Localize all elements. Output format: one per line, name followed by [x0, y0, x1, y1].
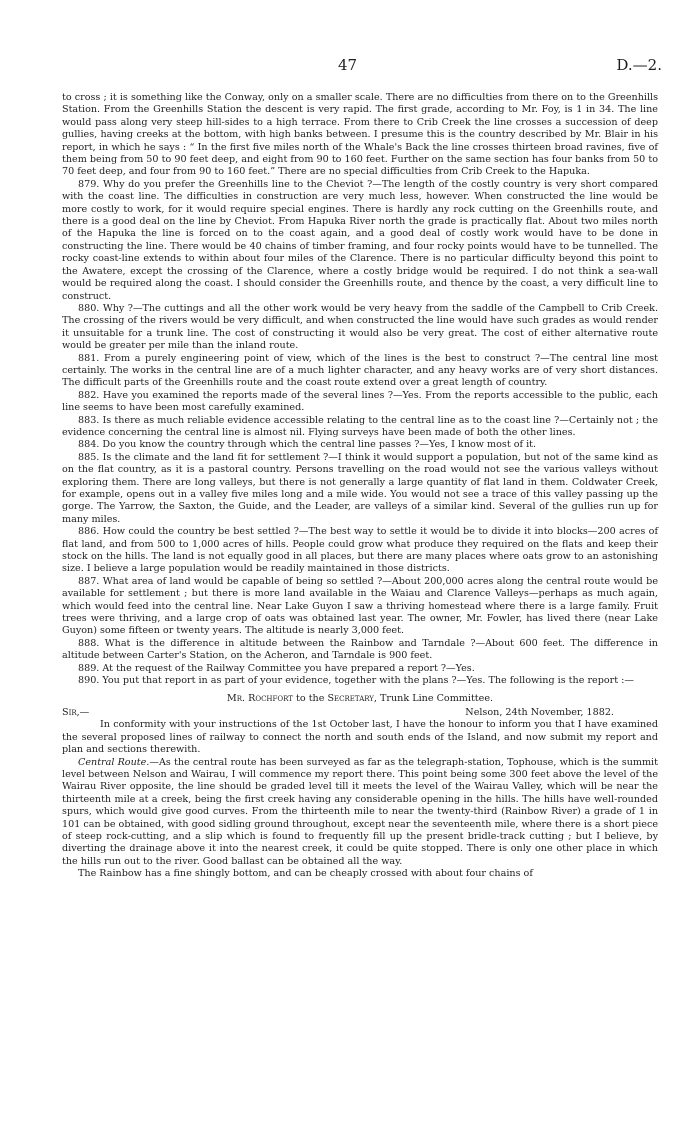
paragraph-885: 885. Is the climate and the land fit for settlement ?—I think it would support a population, but not of the same kind as on the flat country, as it is a pastoral country. Persons travelling on the road would not see the various valleys without exploring them. There are long valleys, but there is not generally a large quantity of flat land in them. Coldwater Creek, for example, opens out in a valley five miles long and a mile wide. You would not see a trace of this valley passing up the gorge. The Yarrow, the Saxton, the Guide, and the Leader, are valleys of a similar kind. Several of the gullies run up for many miles.: [62, 451, 658, 525]
salutation-row: [62, 707, 658, 719]
paragraph-888: 888. What is the difference in altitude between the Rainbow and Tarndale ?—About 600 feet. The difference in altitude between Carter's Station, on the Acheron, and Tarndale is 900 feet.: [62, 637, 658, 662]
salutation: Sir,—: [62, 706, 90, 718]
document-body: [62, 92, 658, 881]
paragraph-880: 880. Why ?—The cuttings and all the other work would be very heavy from the saddle of the Campbell to Crib Creek. The crossing of the rivers would be very difficult, and when constructed the line would have such grades as would render it unsuitable for a trunk line. The cost of constructing it would also be very great. The cost of either alternative route would be greater per mile than the inland route.: [62, 302, 658, 352]
paragraph-887: 887. What area of land would be capable of being so settled ?—About 200,000 acres along the central route would be available for settlement ; but there is more land available in the Waiau and Clarence Valleys—perhaps as much again, which would feed into the central line. Near Lake Guyon I saw a thriving homestead where there is a large family. Fruit trees were thriving, and a large crop of oats was obtained last year. The owner, Mr. Fowler, has lived there (near Lake Guyon) some fifteen or twenty years. The altitude is nearly 3,000 feet.: [62, 575, 658, 637]
letter-paragraph-intro: In conformity with your instructions of the 1st October last, I have the honour to inform you that I have examined the several proposed lines of railway to connect the north and south ends of the Island, and now submit my report and plan and sections therewith.: [62, 719, 658, 756]
paragraph-886: 886. How could the country be best settled ?—The best way to settle it would be to divide it into blocks—200 acres of flat land, and from 500 to 1,000 acres of hills. People could grow what produce they required on the flats and keep their stock on the hills. The land is not equally good in all places, but there are many places where oats grow to an astonishing size. I believe a large population would be readily maintained in those districts.: [62, 526, 658, 575]
paragraph-890: 890. You put that report in as part of your evidence, together with the plans ?—Yes. The following is the report :—: [78, 675, 634, 687]
letter-paragraph-rainbow: The Rainbow has a fine shingly bottom, and can be cheaply crossed with about four chains of: [78, 868, 533, 880]
letter-from: Mr. Rochfort: [226, 692, 293, 704]
central-route-heading: Central Route.: [78, 756, 150, 768]
page-number: 47: [338, 56, 358, 74]
paragraph-889: 889. At the request of the Railway Committee you have prepared a report ?—Yes.: [78, 662, 475, 674]
dateline: Nelson, 24th November, 1882.: [465, 706, 614, 718]
letter-connector: to the: [296, 692, 325, 704]
central-route-text: —As the central route has been surveyed as far as the telegraph-station, Tophouse, which is the summit level between Nelson and Wairau, I will commence my report there. This point being some 300 feet above the level of the Wairau River opposite, the line should be graded level till it meets the level of the Wairau Valley, which will be near the thirteenth mile at a creek, being the first creek having any considerable opening in the hills. The hills have well-rounded spurs, which would give good curves. From the thirteenth mile to near the twenty-third (Rainbow River) a grade of 1 in 101 can be obtained, with good sidling ground throughout, except near the seventeenth mile, where there is a short piece of steep rock-cutting, and a slip which is found to frequently fill up the present bridle-track cutting ; but I believe, by diverting the drainage above it into the nearest creek, it could be quite stopped. There is only one other place in which the hills run out to the river. Good ballast can be obtained all the way.: [62, 756, 658, 867]
letter-to-suffix: , Trunk Line Committee.: [373, 692, 494, 704]
paragraph-882: 882. Have you examined the reports made of the several lines ?—Yes. From the reports accessible to the public, each line seems to have been most carefully examined.: [62, 389, 658, 414]
letter-paragraph-central-route: [62, 757, 658, 869]
paragraph-881: 881. From a purely engineering point of view, which of the lines is the best to construct ?—The central line most certainly. The works in the central line are of a much lighter character, and any heavy works are of very short distances. The difficult parts of the Greenhills route and the coast route extend over a great length of country.: [62, 352, 658, 389]
letter-heading: [62, 693, 658, 705]
document-reference: D.—2.: [616, 56, 662, 74]
paragraph-883: 883. Is there as much reliable evidence accessible relating to the central line as to the coast line ?—Certainly not ; the evidence concerning the central line is almost nil. Flying surveys have been made of both the other lines.: [62, 414, 658, 438]
paragraph-879: 879. Why do you prefer the Greenhills line to the Cheviot ?—The length of the costly country is very short compared with the coast line. The difficulties in construction are very much less, however. When constructed the line would be more costly to work, for it would require special engines. There is hardly any rock cutting on the Greenhills route, and there is a good deal on the line by Cheviot. From Hapuka River north the grade is practically flat. About two miles north of the Hapuka the line is forced on to the coast again, and a good deal of costly work would have to be done in constructing the line. There would be 40 chains of timber framing, and four rocky points would have to be tunnelled. The rocky coast-line extends to within about four miles of the Clarence. There is no particular difficulty beyond this point to the Awatere, except the crossing of the Clarence, where a costly bridge would be required. I do not think a sea-wall would be required along the coast. I should consider the Greenhills route, and thence by the coast, a very difficult line to construct.: [62, 178, 658, 302]
paragraph-continuation: to cross ; it is something like the Conway, only on a smaller scale. There are no difficulties from there on to the Greenhills Station. From the Greenhills Station the descent is very rapid. The first grade, according to Mr. Foy, is 1 in 34. The line would pass along very steep hill-sides to a high terrace. From there to Crib Creek the line crosses a succession of deep gullies, having creeks at the bottom, with high banks between. I presume this is the country described by Mr. Blair in his report, in which he says : “ In the first five miles north of the Whale's Back the line crosses thirteen broad ravines, five of them being from 50 to 90 feet deep, and eight from 90 to 160 feet. Further on the same section has four banks from 50 to 70 feet deep, and four from 90 to 160 feet.” There are no special difficulties from Crib Creek to the Hapuka.: [62, 92, 658, 178]
paragraph-884: 884. Do you know the country through which the central line passes ?—Yes, I know most of it.: [78, 439, 537, 451]
letter-to: Secretary: [327, 692, 374, 704]
